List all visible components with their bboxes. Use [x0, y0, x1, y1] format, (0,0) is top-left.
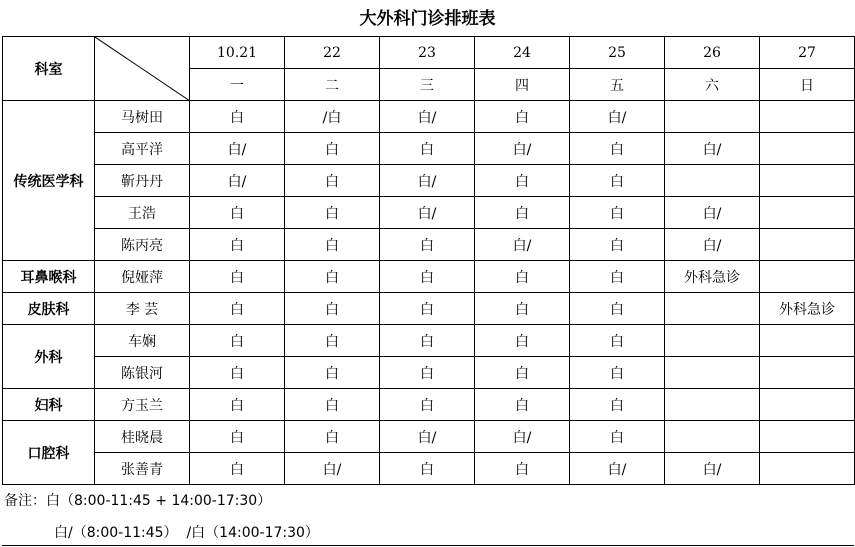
shift-cell: 白 — [190, 453, 285, 485]
shift-cell: 白 — [475, 197, 570, 229]
shift-cell: 白 — [285, 293, 380, 325]
doctor-name-cell: 陈银河 — [95, 357, 190, 389]
shift-cell: 白 — [190, 325, 285, 357]
shift-cell: 白 — [380, 133, 475, 165]
department-cell: 口腔科 — [3, 421, 95, 485]
shift-cell: 白 — [475, 389, 570, 421]
weekday-cell: 三 — [380, 69, 475, 101]
department-cell: 皮肤科 — [3, 293, 95, 325]
doctor-name-cell: 王浩 — [95, 197, 190, 229]
shift-cell: 白/ — [570, 453, 665, 485]
shift-cell: 白 — [570, 261, 665, 293]
shift-cell: 白 — [475, 357, 570, 389]
date-cell: 25 — [570, 37, 665, 69]
shift-cell: 白 — [190, 197, 285, 229]
shift-cell — [665, 165, 760, 197]
shift-cell — [760, 165, 855, 197]
department-cell: 耳鼻喉科 — [3, 261, 95, 293]
shift-cell — [665, 357, 760, 389]
shift-cell: 白 — [380, 261, 475, 293]
weekday-cell: 四 — [475, 69, 570, 101]
shift-cell: 白 — [285, 389, 380, 421]
doctor-name-cell: 方玉兰 — [95, 389, 190, 421]
table-row — [3, 389, 855, 421]
table-row — [3, 357, 855, 389]
shift-cell: 白 — [475, 261, 570, 293]
doctor-name-cell: 倪娅萍 — [95, 261, 190, 293]
table-row — [3, 325, 855, 357]
department-cell: 外科 — [3, 325, 95, 389]
table-row — [3, 293, 855, 325]
shift-cell: 白 — [285, 325, 380, 357]
shift-cell — [665, 421, 760, 453]
shift-cell: 白 — [570, 325, 665, 357]
table-row — [3, 421, 855, 453]
room-header-cell: 科室 — [3, 37, 95, 101]
shift-cell: 白 — [380, 453, 475, 485]
shift-cell: 白/ — [380, 421, 475, 453]
shift-cell: 白 — [190, 421, 285, 453]
shift-cell — [760, 357, 855, 389]
weekday-cell: 六 — [665, 69, 760, 101]
date-cell: 27 — [760, 37, 855, 69]
shift-cell: 白 — [475, 101, 570, 133]
shift-cell: 白/ — [380, 165, 475, 197]
table-row — [3, 197, 855, 229]
department-cell: 妇科 — [3, 389, 95, 421]
shift-cell: 白 — [190, 357, 285, 389]
shift-cell: 白 — [570, 133, 665, 165]
shift-cell — [760, 229, 855, 261]
shift-cell: 白 — [190, 101, 285, 133]
doctor-name-cell: 桂晓晨 — [95, 421, 190, 453]
date-cell: 23 — [380, 37, 475, 69]
shift-cell: 白/ — [285, 453, 380, 485]
diagonal-line-icon — [95, 37, 190, 101]
shift-cell: 白 — [570, 165, 665, 197]
doctor-name-cell: 靳丹丹 — [95, 165, 190, 197]
doctor-name-cell: 张善青 — [95, 453, 190, 485]
shift-cell: 白 — [380, 357, 475, 389]
shift-cell: 白 — [380, 325, 475, 357]
shift-cell: 白 — [380, 293, 475, 325]
date-cell: 10.21 — [190, 37, 285, 69]
shift-cell: 白/ — [380, 101, 475, 133]
shift-cell: 白 — [285, 165, 380, 197]
table-row — [3, 453, 855, 485]
shift-cell: 白 — [570, 421, 665, 453]
shift-cell: 白/ — [190, 133, 285, 165]
shift-cell: 白/ — [380, 197, 475, 229]
doctor-name-cell: 李 芸 — [95, 293, 190, 325]
shift-cell — [760, 261, 855, 293]
shift-cell: 白 — [380, 389, 475, 421]
shift-cell: 白/ — [475, 229, 570, 261]
shift-cell — [760, 197, 855, 229]
shift-cell: 白 — [570, 197, 665, 229]
shift-cell: 白/ — [475, 421, 570, 453]
schedule-table — [2, 36, 855, 485]
table-row — [3, 133, 855, 165]
shift-cell — [665, 389, 760, 421]
shift-cell — [760, 453, 855, 485]
shift-cell: 白 — [570, 293, 665, 325]
shift-cell — [665, 101, 760, 133]
shift-cell: 白 — [380, 229, 475, 261]
date-cell: 26 — [665, 37, 760, 69]
doctor-name-cell: 高平洋 — [95, 133, 190, 165]
shift-cell: 白 — [190, 293, 285, 325]
shift-cell: 白 — [475, 325, 570, 357]
shift-cell: 白 — [475, 165, 570, 197]
shift-cell: 白 — [570, 389, 665, 421]
shift-cell: 白 — [285, 421, 380, 453]
shift-cell: 白 — [475, 453, 570, 485]
shift-cell: 白 — [570, 357, 665, 389]
note-line-1: 备注：白（8:00-11:45 + 14:00-17:30） — [4, 493, 272, 509]
date-cell: 22 — [285, 37, 380, 69]
table-row — [3, 165, 855, 197]
diagonal-header-cell — [95, 37, 190, 101]
shift-cell: 白 — [570, 229, 665, 261]
shift-cell: 白 — [285, 357, 380, 389]
doctor-name-cell: 陈丙亮 — [95, 229, 190, 261]
date-cell: 24 — [475, 37, 570, 69]
note-line-2: 白/（8:00-11:45） /白（14:00-17:30） — [54, 525, 319, 541]
shift-cell: 白 — [190, 229, 285, 261]
weekday-cell: 二 — [285, 69, 380, 101]
shift-cell: 白/ — [570, 101, 665, 133]
shift-cell: 外科急诊 — [760, 293, 855, 325]
shift-cell: 白 — [285, 133, 380, 165]
shift-cell: 白 — [285, 197, 380, 229]
shift-cell — [760, 421, 855, 453]
weekday-cell: 五 — [570, 69, 665, 101]
shift-cell — [665, 293, 760, 325]
shift-cell: 白/ — [190, 165, 285, 197]
shift-cell: 外科急诊 — [665, 261, 760, 293]
weekday-cell: 日 — [760, 69, 855, 101]
shift-cell: 白 — [190, 261, 285, 293]
shift-cell: 白/ — [665, 229, 760, 261]
shift-cell: 白/ — [665, 197, 760, 229]
doctor-name-cell: 车娴 — [95, 325, 190, 357]
date-header-row — [3, 37, 855, 69]
shift-cell: 白 — [190, 389, 285, 421]
shift-cell: /白 — [285, 101, 380, 133]
bottom-border — [2, 545, 854, 546]
department-cell: 传统医学科 — [3, 101, 95, 261]
shift-cell: 白 — [285, 229, 380, 261]
shift-cell — [760, 389, 855, 421]
weekday-cell: 一 — [190, 69, 285, 101]
page-title: 大外科门诊排班表 — [359, 9, 496, 29]
shift-cell: 白 — [475, 293, 570, 325]
table-row — [3, 229, 855, 261]
doctor-name-cell: 马树田 — [95, 101, 190, 133]
shift-cell — [760, 133, 855, 165]
shift-cell: 白/ — [665, 133, 760, 165]
shift-cell — [760, 325, 855, 357]
shift-cell — [665, 325, 760, 357]
table-row — [3, 101, 855, 133]
shift-cell: 白 — [285, 261, 380, 293]
shift-cell: 白/ — [665, 453, 760, 485]
table-row — [3, 261, 855, 293]
shift-cell — [760, 101, 855, 133]
shift-cell: 白/ — [475, 133, 570, 165]
